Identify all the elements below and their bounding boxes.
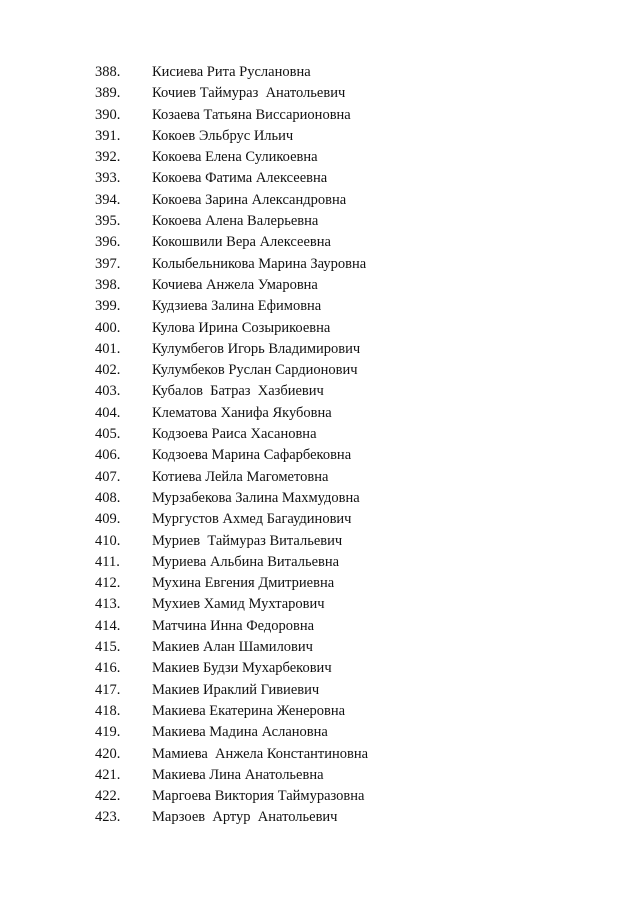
list-item — [0, 445, 640, 466]
list-item — [0, 637, 640, 658]
list-item — [0, 381, 640, 402]
entry-number: 405. — [95, 426, 121, 443]
list-item — [0, 62, 640, 83]
list-item — [0, 168, 640, 189]
list-item — [0, 744, 640, 765]
entry-number: 412. — [95, 575, 121, 592]
entry-name: Клематова Ханифа Якубовна — [152, 404, 332, 421]
list-item — [0, 339, 640, 360]
entry-name: Муриева Альбина Витальевна — [152, 553, 340, 570]
entry-number: 388. — [95, 64, 121, 80]
list-item — [0, 786, 640, 807]
entry-name: Кулумбеков Руслан Сардионович — [152, 362, 358, 379]
list-item — [0, 296, 640, 317]
entry-name: Матчина Инна Федоровна — [152, 617, 315, 634]
entry-number: 400. — [95, 319, 121, 336]
entry-name: Мамиева Анжела Константиновна — [152, 745, 369, 762]
entry-name: Макиев Алан Шамилович — [152, 639, 313, 656]
list-item — [0, 531, 640, 552]
entry-name: Колыбельникова Марина Зауровна — [152, 255, 367, 272]
entry-number: 415. — [95, 639, 121, 656]
entry-number: 393. — [95, 170, 121, 187]
list-item — [0, 658, 640, 679]
list-item — [0, 126, 640, 147]
entry-number: 422. — [95, 788, 121, 805]
entry-name: Козаева Татьяна Виссарионовна — [152, 106, 351, 123]
entry-name: Мурзабекова Залина Махмудовна — [152, 489, 360, 506]
entry-number: 390. — [95, 106, 121, 123]
entry-name: Кубалов Батраз Хазбиевич — [152, 383, 324, 400]
entry-number: 419. — [95, 724, 121, 741]
list-item — [0, 275, 640, 296]
entry-number: 421. — [95, 766, 121, 783]
list-item — [0, 509, 640, 530]
entry-name: Кокоева Фатима Алексеевна — [152, 170, 328, 187]
entry-name: Мургустов Ахмед Багаудинович — [152, 511, 352, 528]
entry-number: 417. — [95, 681, 121, 698]
entry-number: 414. — [95, 617, 121, 634]
entry-number: 420. — [95, 745, 121, 762]
entry-name: Марзоев Артур Анатольевич — [152, 809, 338, 826]
entry-name: Кокоев Эльбрус Ильич — [152, 127, 294, 144]
entry-number: 409. — [95, 511, 121, 528]
list-item — [0, 403, 640, 424]
entry-name: Кокоева Елена Суликоевна — [152, 149, 318, 166]
entry-number: 413. — [95, 596, 121, 613]
list-item — [0, 594, 640, 615]
entry-number: 423. — [95, 809, 121, 826]
entry-name: Кодзоева Марина Сафарбековна — [152, 447, 352, 464]
entry-name: Мухиев Хамид Мухтарович — [152, 596, 325, 613]
entry-number: 404. — [95, 404, 121, 421]
entry-name: Кудзиева Залина Ефимовна — [152, 298, 322, 315]
list-item — [0, 424, 640, 445]
list-item — [0, 232, 640, 253]
entry-number: 395. — [95, 213, 121, 230]
entry-name: Кисиева Рита Руслановна — [152, 64, 311, 80]
entry-number: 418. — [95, 702, 121, 719]
entry-number: 392. — [95, 149, 121, 166]
list-item — [0, 467, 640, 488]
entry-number: 403. — [95, 383, 121, 400]
entry-name: Макиев Будзи Мухарбекович — [152, 660, 332, 677]
list-item — [0, 680, 640, 701]
list-item — [0, 83, 640, 104]
entry-number: 401. — [95, 340, 121, 357]
entry-number: 391. — [95, 127, 121, 144]
list-item — [0, 552, 640, 573]
entry-name: Кочиев Таймураз Анатольевич — [152, 85, 346, 102]
entry-name: Макиев Ираклий Гивиевич — [152, 681, 320, 698]
entry-name: Кодзоева Раиса Хасановна — [152, 426, 317, 443]
list-item — [0, 616, 640, 637]
list-item — [0, 488, 640, 509]
list-item — [0, 360, 640, 381]
entry-name: Кочиева Анжела Умаровна — [152, 276, 318, 293]
entry-name: Мухина Евгения Дмитриевна — [152, 575, 335, 592]
entry-name: Кокоева Алена Валерьевна — [152, 213, 319, 230]
numbered-name-list — [0, 62, 640, 829]
entry-number: 394. — [95, 191, 121, 208]
entry-number: 406. — [95, 447, 121, 464]
entry-name: Макиева Мадина Аслановна — [152, 724, 328, 741]
entry-number: 399. — [95, 298, 121, 315]
list-item — [0, 147, 640, 168]
list-item — [0, 722, 640, 743]
entry-number: 411. — [95, 553, 120, 570]
list-item — [0, 573, 640, 594]
list-item — [0, 807, 640, 828]
entry-number: 416. — [95, 660, 121, 677]
entry-number: 408. — [95, 489, 121, 506]
list-item — [0, 211, 640, 232]
list-item — [0, 254, 640, 275]
entry-number: 410. — [95, 532, 121, 549]
entry-name: Котиева Лейла Магометовна — [152, 468, 329, 485]
list-item — [0, 105, 640, 126]
entry-name: Муриев Таймураз Витальевич — [152, 532, 343, 549]
entry-number: 402. — [95, 362, 121, 379]
entry-name: Кокошвили Вера Алексеевна — [152, 234, 331, 251]
entry-name: Макиева Екатерина Женеровна — [152, 702, 346, 719]
entry-name: Кулумбегов Игорь Владимирович — [152, 340, 361, 357]
entry-number: 389. — [95, 85, 121, 102]
list-item — [0, 318, 640, 339]
list-item — [0, 701, 640, 722]
list-item — [0, 765, 640, 786]
entry-name: Макиева Лина Анатольевна — [152, 766, 324, 783]
entry-number: 397. — [95, 255, 121, 272]
entry-name: Кулова Ирина Созырикоевна — [152, 319, 331, 336]
entry-name: Маргоева Виктория Таймуразовна — [152, 788, 365, 805]
entry-name: Кокоева Зарина Александровна — [152, 191, 347, 208]
entry-number: 396. — [95, 234, 121, 251]
list-item — [0, 190, 640, 211]
entry-number: 398. — [95, 276, 121, 293]
entry-number: 407. — [95, 468, 121, 485]
